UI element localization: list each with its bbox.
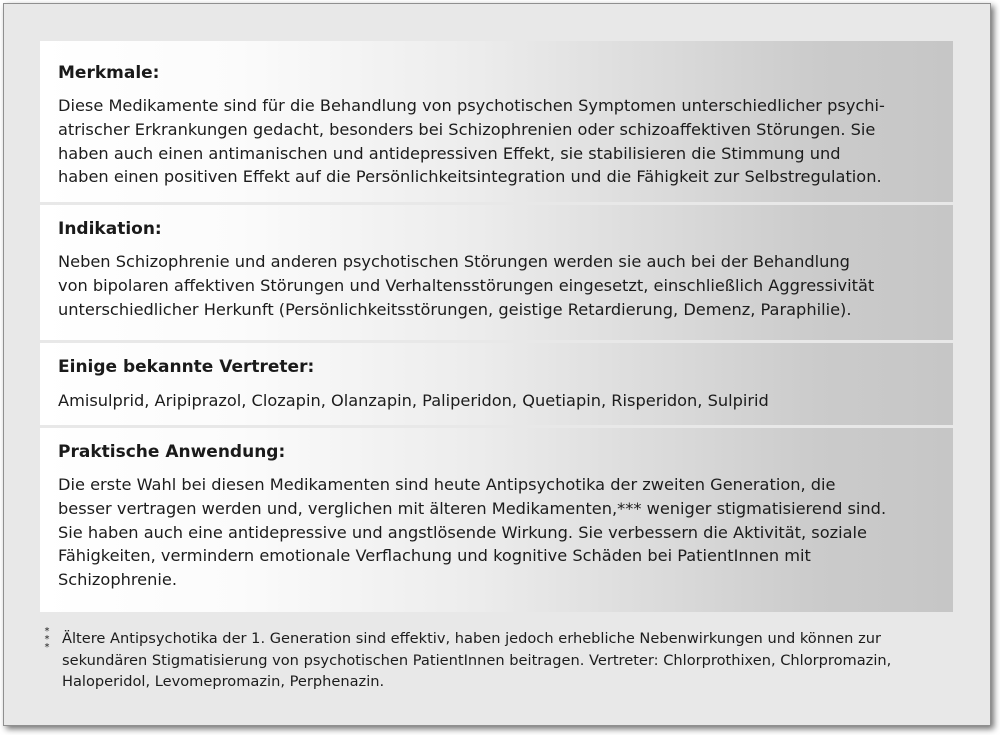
text-line: Schizophrenie. bbox=[58, 570, 177, 590]
text-line: Amisulprid, Aripiprazol, Clozapin, Olanzapin, Paliperidon, Quetiapin, Risperidon, Sulpirid bbox=[58, 391, 769, 410]
asterisk: * bbox=[44, 626, 50, 637]
text-line: haben auch einen antimanischen und antidepressiven Effekt, sie stabilisieren die Stimmung und bbox=[58, 143, 841, 163]
text-line: Sie haben auch eine antidepressive und angstlösende Wirkung. Sie verbessern die Aktivität, soziale bbox=[58, 522, 867, 542]
text-line: Diese Medikamente sind für die Behandlung von psychotischen Symptomen unterschiedlicher psychi- bbox=[58, 96, 885, 115]
text-line: Neben Schizophrenie und anderen psychotischen Störungen werden sie auch bei der Behandlung bbox=[58, 252, 850, 271]
text-line: unterschiedlicher Herkunft (Persönlichkeitsstörungen, geistige Retardierung, Demenz, Paraphilie). bbox=[58, 299, 852, 319]
asterisk: * bbox=[44, 634, 50, 645]
section-body bbox=[58, 473, 939, 592]
footnote-text bbox=[62, 628, 952, 693]
section-vertreter bbox=[40, 343, 953, 425]
section-title: Einige bekannte Vertreter: bbox=[58, 357, 315, 377]
section-body bbox=[58, 250, 939, 321]
section-title: Praktische Anwendung: bbox=[58, 442, 286, 462]
info-box bbox=[3, 3, 991, 726]
section-indikation bbox=[40, 205, 953, 340]
text-line: atrischer Erkrankungen gedacht, besonders bei Schizophrenien oder schizoaffektiven Störungen. Sie bbox=[58, 119, 876, 139]
text-line: Fähigkeiten, vermindern emotionale Verflachung und kognitive Schäden bei PatientInnen mit bbox=[58, 546, 811, 566]
section-merkmale bbox=[40, 41, 953, 202]
section-title: Indikation: bbox=[58, 219, 162, 239]
text-line: Die erste Wahl bei diesen Medikamenten sind heute Antipsychotika der zweiten Generation, die bbox=[58, 475, 836, 494]
footnote-marker bbox=[40, 628, 54, 652]
footnote-line: Ältere Antipsychotika der 1. Generation sind effektiv, haben jedoch erhebliche Nebenwirkungen und können zur bbox=[62, 630, 881, 647]
footnote-line: sekundären Stigmatisierung von psychotischen PatientInnen beitragen. Vertreter: Chlorprothixen, Chlorpromazin, bbox=[62, 651, 892, 669]
text-line: haben einen positiven Effekt auf die Persönlichkeitsintegration und die Fähigkeit zur Selbstregulation. bbox=[58, 167, 882, 187]
section-body bbox=[58, 389, 939, 413]
text-line: besser vertragen werden und, verglichen mit älteren Medikamenten,*** weniger stigmatisierend sind. bbox=[58, 498, 887, 518]
text-line: von bipolaren affektiven Störungen und Verhaltensstörungen eingesetzt, einschließlich Aggressivität bbox=[58, 275, 875, 295]
footnote-line: Haloperidol, Levomepromazin, Perphenazin. bbox=[62, 673, 385, 690]
section-praktische-anwendung bbox=[40, 428, 953, 612]
section-title: Merkmale: bbox=[58, 63, 160, 83]
asterisk: * bbox=[44, 642, 50, 653]
section-body bbox=[58, 94, 939, 189]
